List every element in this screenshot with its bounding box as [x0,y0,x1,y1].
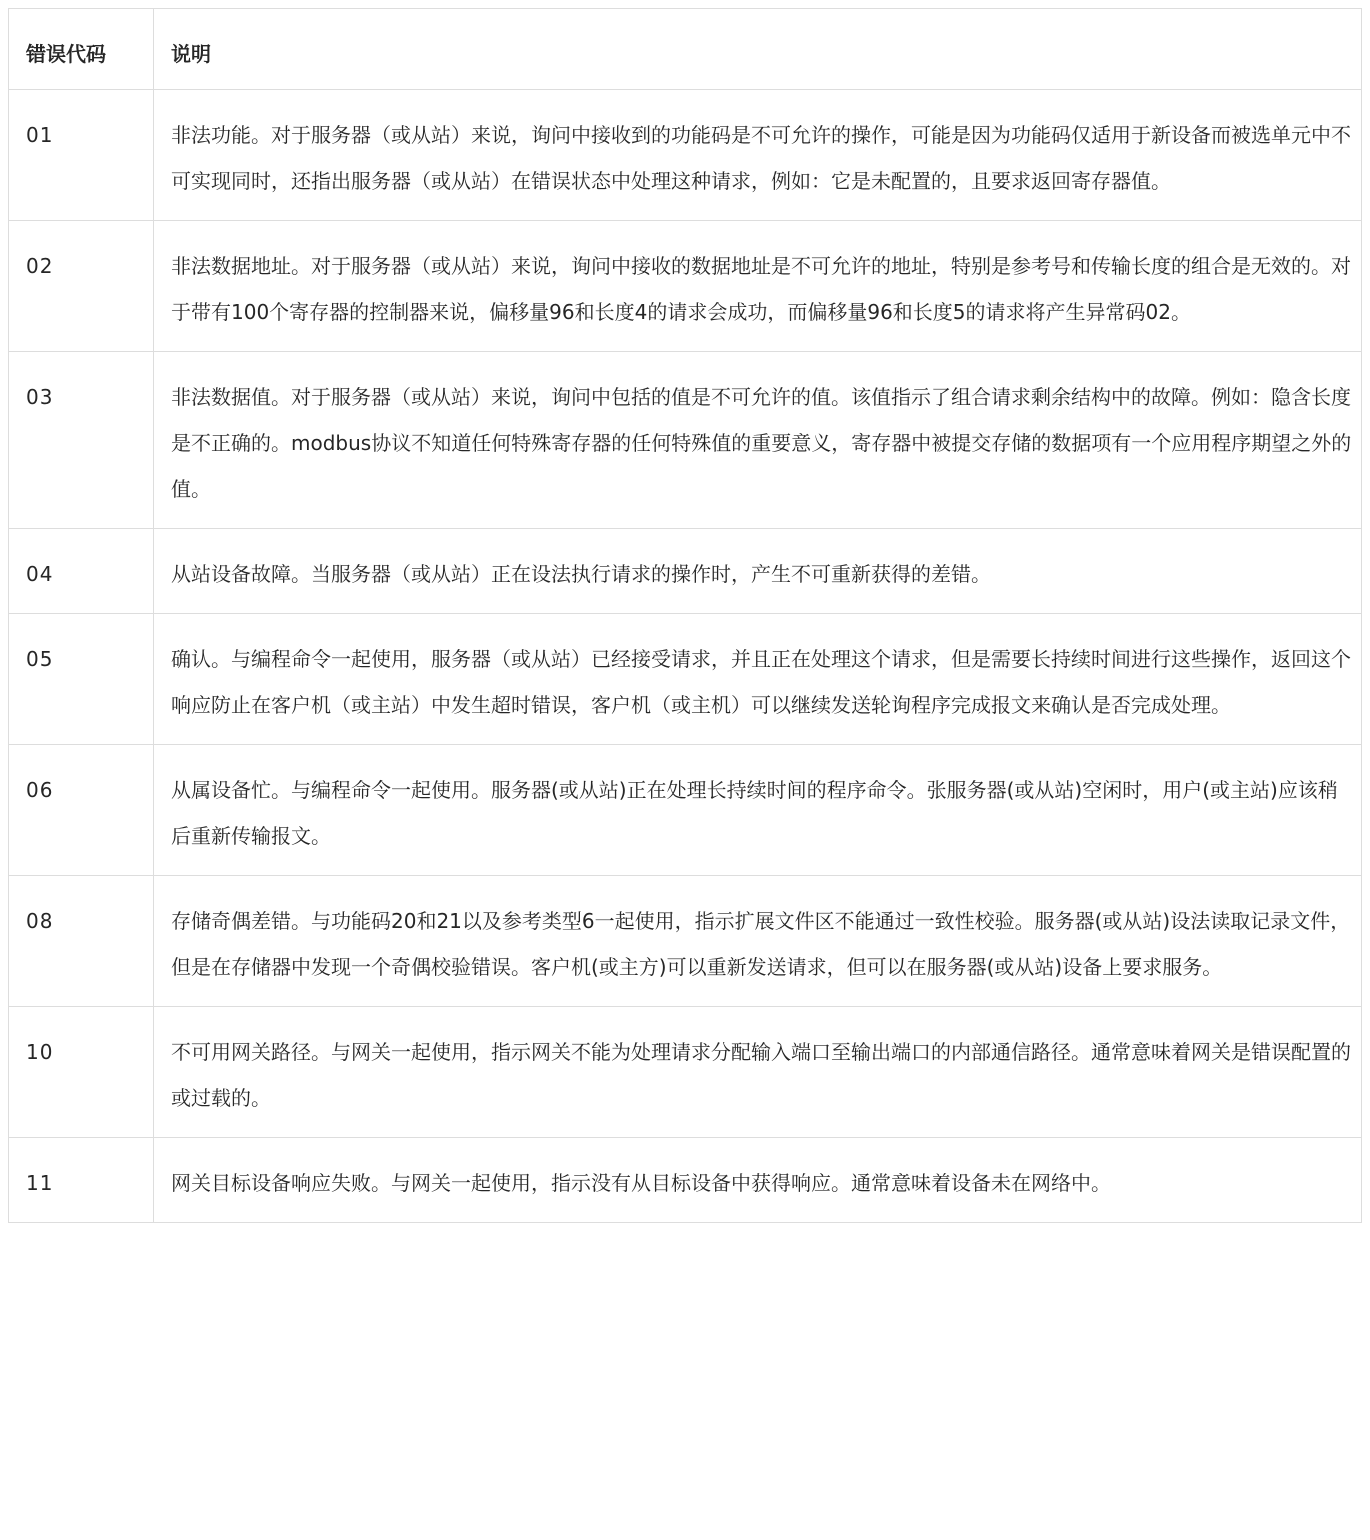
error-code-cell: 02 [9,221,154,352]
header-description: 说明 [154,9,1362,90]
error-code-cell: 01 [9,90,154,221]
error-code-cell: 05 [9,614,154,745]
error-description-cell: 确认。与编程命令一起使用，服务器（或从站）已经接受请求，并且正在处理这个请求，但是需要长持续时间进行这些操作，返回这个响应防止在客户机（或主站）中发生超时错误，客户机（或主机）可以继续发送轮询程序完成报文来确认是否完成处理。 [154,614,1362,745]
table-row [9,1138,1362,1223]
error-code-cell: 11 [9,1138,154,1223]
error-code-cell: 04 [9,529,154,614]
error-description-cell: 存储奇偶差错。与功能码20和21以及参考类型6一起使用，指示扩展文件区不能通过一致性校验。服务器(或从站)设法读取记录文件，但是在存储器中发现一个奇偶校验错误。客户机(或主方)可以重新发送请求，但可以在服务器(或从站)设备上要求服务。 [154,876,1362,1007]
error-code-cell: 03 [9,352,154,529]
table-row [9,614,1362,745]
error-code-cell: 10 [9,1007,154,1138]
table-row [9,745,1362,876]
error-description-cell: 非法功能。对于服务器（或从站）来说，询问中接收到的功能码是不可允许的操作，可能是因为功能码仅适用于新设备而被选单元中不可实现同时，还指出服务器（或从站）在错误状态中处理这种请求，例如：它是未配置的，且要求返回寄存器值。 [154,90,1362,221]
table-row [9,1007,1362,1138]
error-description-cell: 非法数据地址。对于服务器（或从站）来说，询问中接收的数据地址是不可允许的地址，特别是参考号和传输长度的组合是无效的。对于带有100个寄存器的控制器来说，偏移量96和长度4的请求会成功，而偏移量96和长度5的请求将产生异常码02。 [154,221,1362,352]
error-code-table [8,8,1362,1223]
table-row [9,221,1362,352]
table-row [9,529,1362,614]
error-description-cell: 从站设备故障。当服务器（或从站）正在设法执行请求的操作时，产生不可重新获得的差错。 [154,529,1362,614]
header-error-code: 错误代码 [9,9,154,90]
error-description-cell: 不可用网关路径。与网关一起使用，指示网关不能为处理请求分配输入端口至输出端口的内部通信路径。通常意味着网关是错误配置的或过载的。 [154,1007,1362,1138]
error-code-cell: 08 [9,876,154,1007]
error-code-cell: 06 [9,745,154,876]
error-description-cell: 非法数据值。对于服务器（或从站）来说，询问中包括的值是不可允许的值。该值指示了组合请求剩余结构中的故障。例如：隐含长度是不正确的。modbus协议不知道任何特殊寄存器的任何特殊值的重要意义，寄存器中被提交存储的数据项有一个应用程序期望之外的值。 [154,352,1362,529]
error-description-cell: 网关目标设备响应失败。与网关一起使用，指示没有从目标设备中获得响应。通常意味着设备未在网络中。 [154,1138,1362,1223]
table-row [9,876,1362,1007]
error-code-table-container [8,8,1361,1223]
table-row [9,352,1362,529]
table-header-row [9,9,1362,90]
error-description-cell: 从属设备忙。与编程命令一起使用。服务器(或从站)正在处理长持续时间的程序命令。张服务器(或从站)空闲时，用户(或主站)应该稍后重新传输报文。 [154,745,1362,876]
table-row [9,90,1362,221]
